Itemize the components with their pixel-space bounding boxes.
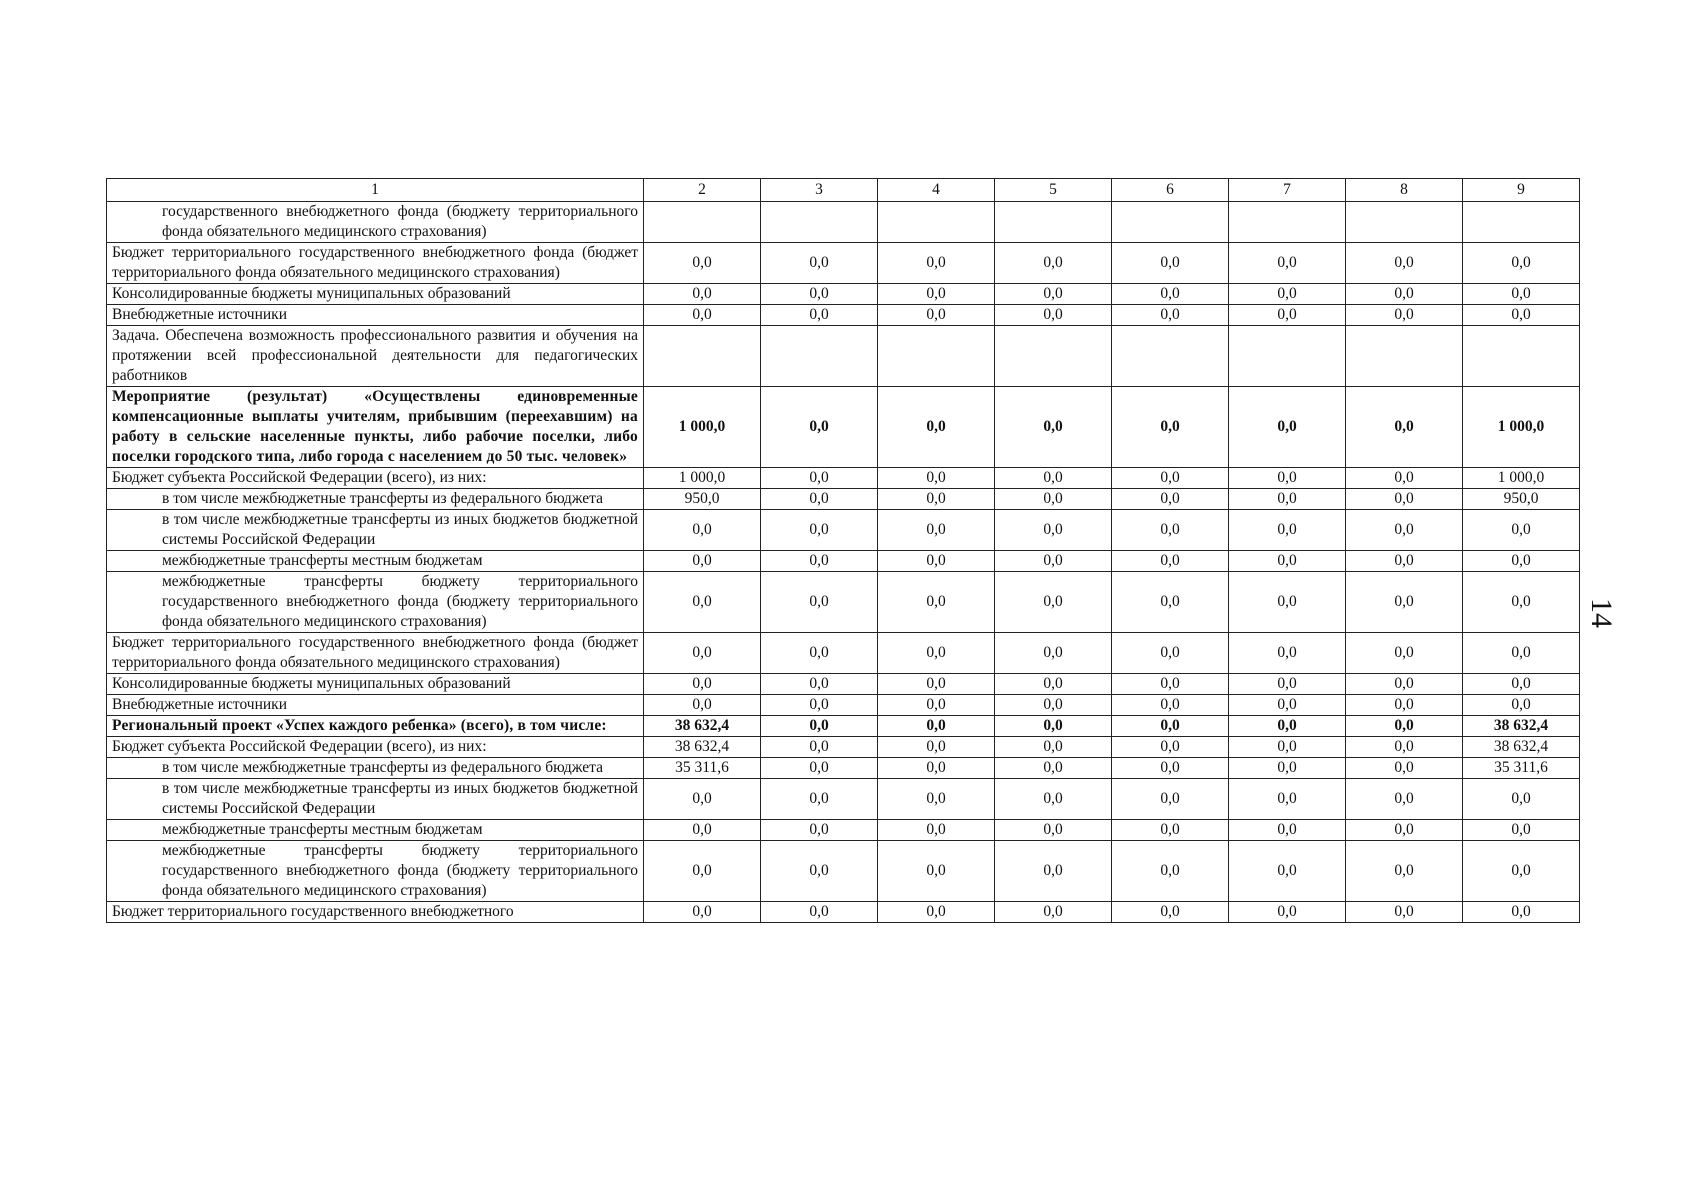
value-cell: 0,0	[1463, 633, 1580, 674]
value-cell: 0,0	[995, 841, 1112, 902]
value-cell: 0,0	[1346, 572, 1463, 633]
page-number: 14	[1585, 598, 1618, 628]
value-cell: 0,0	[761, 572, 878, 633]
value-cell: 0,0	[644, 695, 761, 716]
value-cell: 1 000,0	[644, 387, 761, 468]
table-row	[107, 674, 1580, 695]
value-cell: 0,0	[878, 243, 995, 284]
value-cell	[1229, 202, 1346, 243]
column-header: 8	[1346, 179, 1463, 202]
value-cell: 0,0	[761, 779, 878, 820]
column-header: 3	[761, 179, 878, 202]
value-cell: 0,0	[1346, 674, 1463, 695]
value-cell: 0,0	[644, 674, 761, 695]
value-cell: 0,0	[878, 758, 995, 779]
value-cell: 0,0	[1112, 489, 1229, 510]
value-cell: 0,0	[1346, 243, 1463, 284]
row-label: Региональный проект «Успех каждого ребенка» (всего), в том числе:	[107, 716, 644, 737]
value-cell: 0,0	[1229, 387, 1346, 468]
budget-table	[106, 178, 1580, 923]
value-cell: 0,0	[995, 820, 1112, 841]
value-cell: 0,0	[1229, 737, 1346, 758]
value-cell: 0,0	[761, 510, 878, 551]
row-label: Внебюджетные источники	[107, 305, 644, 326]
value-cell: 0,0	[1346, 489, 1463, 510]
value-cell: 0,0	[995, 779, 1112, 820]
value-cell: 0,0	[1112, 695, 1229, 716]
value-cell: 0,0	[1112, 284, 1229, 305]
value-cell: 0,0	[995, 902, 1112, 923]
value-cell: 0,0	[1346, 779, 1463, 820]
value-cell: 0,0	[1112, 633, 1229, 674]
value-cell: 0,0	[1112, 820, 1229, 841]
value-cell: 0,0	[1229, 716, 1346, 737]
value-cell: 0,0	[761, 841, 878, 902]
value-cell: 0,0	[1229, 305, 1346, 326]
value-cell: 0,0	[995, 387, 1112, 468]
value-cell: 0,0	[1463, 841, 1580, 902]
value-cell: 0,0	[1346, 758, 1463, 779]
value-cell	[995, 326, 1112, 387]
table-row	[107, 779, 1580, 820]
value-cell: 0,0	[995, 284, 1112, 305]
value-cell: 0,0	[1229, 468, 1346, 489]
value-cell: 0,0	[1346, 902, 1463, 923]
value-cell: 0,0	[1346, 387, 1463, 468]
row-label: в том числе межбюджетные трансферты из федерального бюджета	[107, 758, 644, 779]
value-cell: 35 311,6	[644, 758, 761, 779]
row-label: межбюджетные трансферты местным бюджетам	[107, 820, 644, 841]
table-body	[107, 179, 1580, 923]
value-cell	[995, 202, 1112, 243]
value-cell: 1 000,0	[1463, 468, 1580, 489]
value-cell: 0,0	[878, 387, 995, 468]
column-header: 9	[1463, 179, 1580, 202]
table-row	[107, 841, 1580, 902]
value-cell: 0,0	[1229, 820, 1346, 841]
value-cell: 0,0	[761, 695, 878, 716]
value-cell: 0,0	[1229, 284, 1346, 305]
value-cell: 0,0	[761, 758, 878, 779]
value-cell: 0,0	[644, 243, 761, 284]
value-cell: 0,0	[1463, 243, 1580, 284]
table-row	[107, 326, 1580, 387]
value-cell: 0,0	[1346, 284, 1463, 305]
value-cell: 0,0	[761, 737, 878, 758]
value-cell: 0,0	[761, 489, 878, 510]
column-header: 4	[878, 179, 995, 202]
value-cell: 0,0	[1112, 305, 1229, 326]
row-label: Бюджет субъекта Российской Федерации (всего), из них:	[107, 737, 644, 758]
value-cell: 0,0	[1112, 468, 1229, 489]
value-cell: 0,0	[878, 489, 995, 510]
value-cell: 0,0	[761, 387, 878, 468]
value-cell: 0,0	[1112, 551, 1229, 572]
value-cell: 0,0	[1463, 305, 1580, 326]
value-cell	[761, 202, 878, 243]
value-cell: 0,0	[1346, 716, 1463, 737]
value-cell	[1463, 326, 1580, 387]
value-cell: 0,0	[1112, 716, 1229, 737]
value-cell: 0,0	[1229, 779, 1346, 820]
value-cell: 0,0	[644, 633, 761, 674]
table-row	[107, 820, 1580, 841]
value-cell: 0,0	[878, 572, 995, 633]
value-cell: 0,0	[995, 674, 1112, 695]
row-label: Задача. Обеспечена возможность профессионального развития и обучения на протяжении всей профессиональной деятельности для педагогических работников	[107, 326, 644, 387]
value-cell: 0,0	[1463, 902, 1580, 923]
row-label: Бюджет территориального государственного внебюджетного фонда (бюджет территориального фонда обязательного медицинского страхования)	[107, 243, 644, 284]
value-cell: 0,0	[761, 284, 878, 305]
table-row	[107, 305, 1580, 326]
value-cell: 0,0	[995, 737, 1112, 758]
value-cell: 0,0	[878, 779, 995, 820]
table-row	[107, 387, 1580, 468]
value-cell: 0,0	[761, 902, 878, 923]
value-cell: 0,0	[1346, 468, 1463, 489]
value-cell: 0,0	[878, 674, 995, 695]
row-label: межбюджетные трансферты бюджету территориального государственного внебюджетного фонда (бюджету территориального фонда обязательного медицинского страхования)	[107, 572, 644, 633]
row-label: Консолидированные бюджеты муниципальных образований	[107, 284, 644, 305]
table-row	[107, 468, 1580, 489]
value-cell: 0,0	[1229, 674, 1346, 695]
value-cell: 0,0	[878, 841, 995, 902]
value-cell: 0,0	[1229, 902, 1346, 923]
value-cell: 1 000,0	[1463, 387, 1580, 468]
row-label: Бюджет территориального государственного внебюджетного	[107, 902, 644, 923]
table-row	[107, 202, 1580, 243]
value-cell: 0,0	[761, 633, 878, 674]
column-header: 1	[107, 179, 644, 202]
value-cell: 0,0	[1112, 572, 1229, 633]
value-cell: 0,0	[878, 633, 995, 674]
value-cell: 0,0	[1229, 510, 1346, 551]
table-row	[107, 737, 1580, 758]
column-header: 6	[1112, 179, 1229, 202]
value-cell	[1229, 326, 1346, 387]
value-cell: 0,0	[1112, 243, 1229, 284]
value-cell: 0,0	[1112, 387, 1229, 468]
table-row	[107, 758, 1580, 779]
header-row	[107, 179, 1580, 202]
value-cell: 0,0	[761, 716, 878, 737]
value-cell	[878, 326, 995, 387]
value-cell	[878, 202, 995, 243]
value-cell: 0,0	[1112, 737, 1229, 758]
row-label: межбюджетные трансферты бюджету территориального государственного внебюджетного фонда (бюджету территориального фонда обязательного медицинского страхования)	[107, 841, 644, 902]
column-header: 2	[644, 179, 761, 202]
row-label: в том числе межбюджетные трансферты из иных бюджетов бюджетной системы Российской Федерации	[107, 779, 644, 820]
row-label: в том числе межбюджетные трансферты из иных бюджетов бюджетной системы Российской Федерации	[107, 510, 644, 551]
value-cell: 0,0	[995, 305, 1112, 326]
value-cell: 0,0	[878, 737, 995, 758]
table-row	[107, 572, 1580, 633]
value-cell: 0,0	[1346, 551, 1463, 572]
value-cell: 0,0	[1463, 820, 1580, 841]
value-cell: 0,0	[1229, 695, 1346, 716]
value-cell: 0,0	[761, 674, 878, 695]
value-cell: 950,0	[644, 489, 761, 510]
value-cell: 0,0	[1346, 305, 1463, 326]
value-cell: 0,0	[1112, 902, 1229, 923]
table-row	[107, 551, 1580, 572]
value-cell: 0,0	[1463, 674, 1580, 695]
value-cell: 0,0	[1229, 841, 1346, 902]
value-cell: 0,0	[1112, 779, 1229, 820]
value-cell: 0,0	[644, 841, 761, 902]
table-row	[107, 489, 1580, 510]
value-cell: 0,0	[1112, 674, 1229, 695]
value-cell: 0,0	[761, 551, 878, 572]
value-cell: 0,0	[995, 716, 1112, 737]
value-cell: 0,0	[878, 468, 995, 489]
value-cell: 0,0	[995, 551, 1112, 572]
value-cell: 1 000,0	[644, 468, 761, 489]
table-row	[107, 284, 1580, 305]
value-cell: 0,0	[1463, 551, 1580, 572]
value-cell: 0,0	[1463, 284, 1580, 305]
value-cell: 0,0	[1112, 758, 1229, 779]
value-cell: 38 632,4	[644, 716, 761, 737]
value-cell	[644, 326, 761, 387]
value-cell: 0,0	[878, 902, 995, 923]
value-cell: 0,0	[995, 633, 1112, 674]
value-cell: 0,0	[1229, 572, 1346, 633]
value-cell: 0,0	[1346, 820, 1463, 841]
value-cell: 0,0	[1112, 510, 1229, 551]
value-cell: 0,0	[644, 820, 761, 841]
value-cell: 0,0	[1346, 510, 1463, 551]
value-cell: 0,0	[1229, 551, 1346, 572]
value-cell: 0,0	[995, 243, 1112, 284]
value-cell: 0,0	[761, 820, 878, 841]
value-cell	[644, 202, 761, 243]
row-label: Внебюджетные источники	[107, 695, 644, 716]
value-cell: 0,0	[1346, 633, 1463, 674]
row-label: Мероприятие (результат) «Осуществлены единовременные компенсационные выплаты учителям, прибывшим (переехавшим) на работу в сельские населенные пункты, либо рабочие поселки, либо поселки городского типа, либо города с населением до 50 тыс. человек»	[107, 387, 644, 468]
value-cell	[1112, 326, 1229, 387]
value-cell: 0,0	[1463, 572, 1580, 633]
table-row	[107, 633, 1580, 674]
value-cell: 0,0	[1229, 243, 1346, 284]
value-cell: 0,0	[995, 695, 1112, 716]
table-row	[107, 695, 1580, 716]
value-cell: 0,0	[644, 572, 761, 633]
value-cell: 0,0	[644, 902, 761, 923]
value-cell: 0,0	[878, 695, 995, 716]
value-cell: 0,0	[1229, 633, 1346, 674]
value-cell: 0,0	[995, 468, 1112, 489]
value-cell: 0,0	[644, 305, 761, 326]
row-label: в том числе межбюджетные трансферты из федерального бюджета	[107, 489, 644, 510]
value-cell	[1346, 202, 1463, 243]
value-cell: 0,0	[995, 758, 1112, 779]
value-cell: 0,0	[878, 305, 995, 326]
row-label: Бюджет субъекта Российской Федерации (всего), из них:	[107, 468, 644, 489]
value-cell: 38 632,4	[644, 737, 761, 758]
table-row	[107, 510, 1580, 551]
value-cell: 0,0	[1463, 510, 1580, 551]
value-cell: 0,0	[761, 468, 878, 489]
value-cell	[1346, 326, 1463, 387]
value-cell: 0,0	[1346, 841, 1463, 902]
row-label: Бюджет территориального государственного внебюджетного фонда (бюджет территориального фонда обязательного медицинского страхования)	[107, 633, 644, 674]
value-cell: 950,0	[1463, 489, 1580, 510]
column-header: 5	[995, 179, 1112, 202]
table-row	[107, 243, 1580, 284]
value-cell: 0,0	[1463, 779, 1580, 820]
value-cell: 0,0	[995, 510, 1112, 551]
table-row	[107, 902, 1580, 923]
value-cell: 0,0	[1112, 841, 1229, 902]
value-cell	[761, 326, 878, 387]
value-cell: 0,0	[644, 779, 761, 820]
value-cell: 0,0	[1229, 489, 1346, 510]
value-cell: 0,0	[878, 716, 995, 737]
value-cell: 0,0	[1463, 695, 1580, 716]
row-label: государственного внебюджетного фонда (бюджету территориального фонда обязательного медицинского страхования)	[107, 202, 644, 243]
value-cell: 0,0	[644, 551, 761, 572]
row-label: Консолидированные бюджеты муниципальных образований	[107, 674, 644, 695]
value-cell: 0,0	[995, 572, 1112, 633]
value-cell: 0,0	[878, 510, 995, 551]
value-cell: 0,0	[878, 820, 995, 841]
value-cell: 0,0	[995, 489, 1112, 510]
value-cell: 0,0	[761, 243, 878, 284]
value-cell: 0,0	[1346, 737, 1463, 758]
value-cell: 0,0	[1346, 695, 1463, 716]
value-cell	[1463, 202, 1580, 243]
value-cell	[1112, 202, 1229, 243]
table-row	[107, 716, 1580, 737]
value-cell: 38 632,4	[1463, 716, 1580, 737]
value-cell: 35 311,6	[1463, 758, 1580, 779]
column-header: 7	[1229, 179, 1346, 202]
value-cell: 0,0	[878, 284, 995, 305]
row-label: межбюджетные трансферты местным бюджетам	[107, 551, 644, 572]
value-cell: 0,0	[644, 510, 761, 551]
value-cell: 0,0	[878, 551, 995, 572]
value-cell: 0,0	[644, 284, 761, 305]
value-cell: 38 632,4	[1463, 737, 1580, 758]
value-cell: 0,0	[1229, 758, 1346, 779]
value-cell: 0,0	[761, 305, 878, 326]
